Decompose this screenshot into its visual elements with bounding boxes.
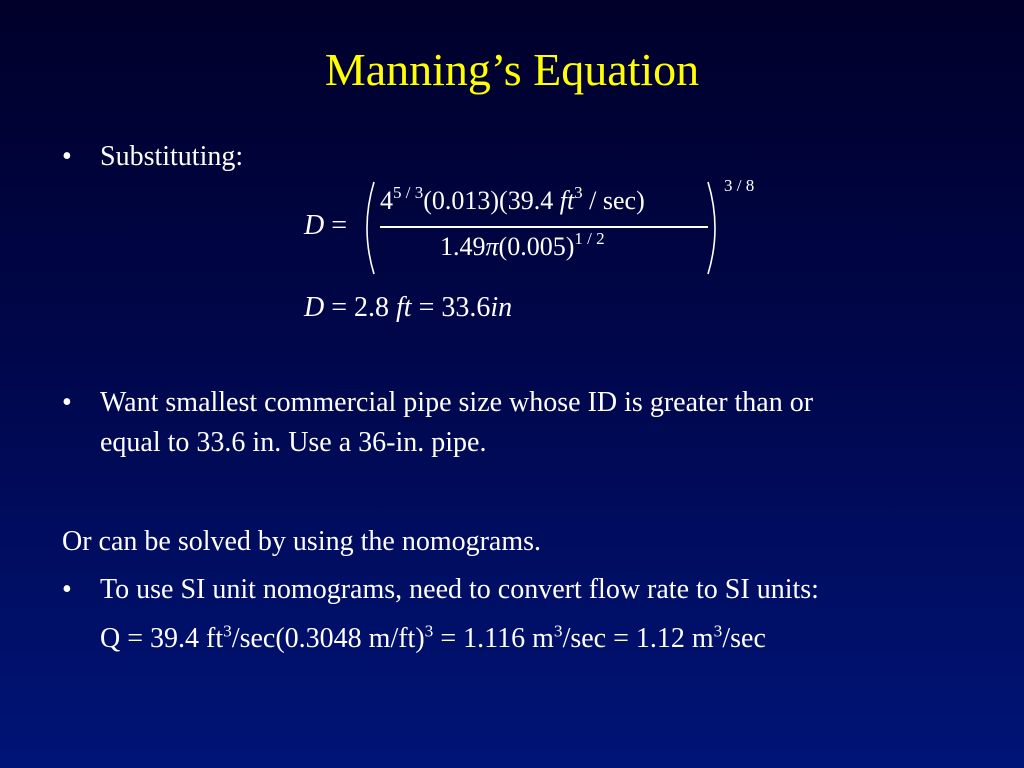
equation-diameter-fraction <box>300 178 760 278</box>
right-paren-icon <box>704 178 724 278</box>
nomogram-note: Or can be solved by using the nomograms. <box>62 526 542 557</box>
equals-sign: = <box>324 210 348 241</box>
left-paren-icon <box>358 178 378 278</box>
bullet-substituting: Substituting: <box>100 141 244 172</box>
slide-title: Manning’s Equation <box>324 44 700 95</box>
bullet-marker: • <box>62 141 72 172</box>
outer-exponent: 3 / 8 <box>724 176 755 195</box>
equation-diameter-result: D = 2.8 ft = 33.6in <box>304 292 513 323</box>
bullet-pipe-size-line2: equal to 33.6 in. Use a 36-in. pipe. <box>100 427 487 458</box>
flow-rate-conversion: Q = 39.4 $ft^3/\sec(0.3048$ m/ft)$^3$ = 1.116 $m^3/\sec = 1.12$ $m^3/\sec$ <box>100 621 766 654</box>
bullet-si-units: To use SI unit nomograms, need to convert flow rate to SI units: <box>100 574 819 605</box>
equation-lhs: D = <box>304 210 348 241</box>
fraction-numerator: $4^{5 / 3}(0.013)(39.4$ $ft^3 / \sec$) <box>380 183 645 215</box>
fraction-bar <box>380 226 708 228</box>
bullet-marker: • <box>62 574 72 605</box>
bullet-pipe-size-line1: Want smallest commercial pipe size whose ID is greater than or <box>100 387 814 418</box>
fraction-denominator: $1.49\pi(0.005)^{1 / 2}$ <box>440 229 605 261</box>
bullet-marker: • <box>62 387 72 418</box>
